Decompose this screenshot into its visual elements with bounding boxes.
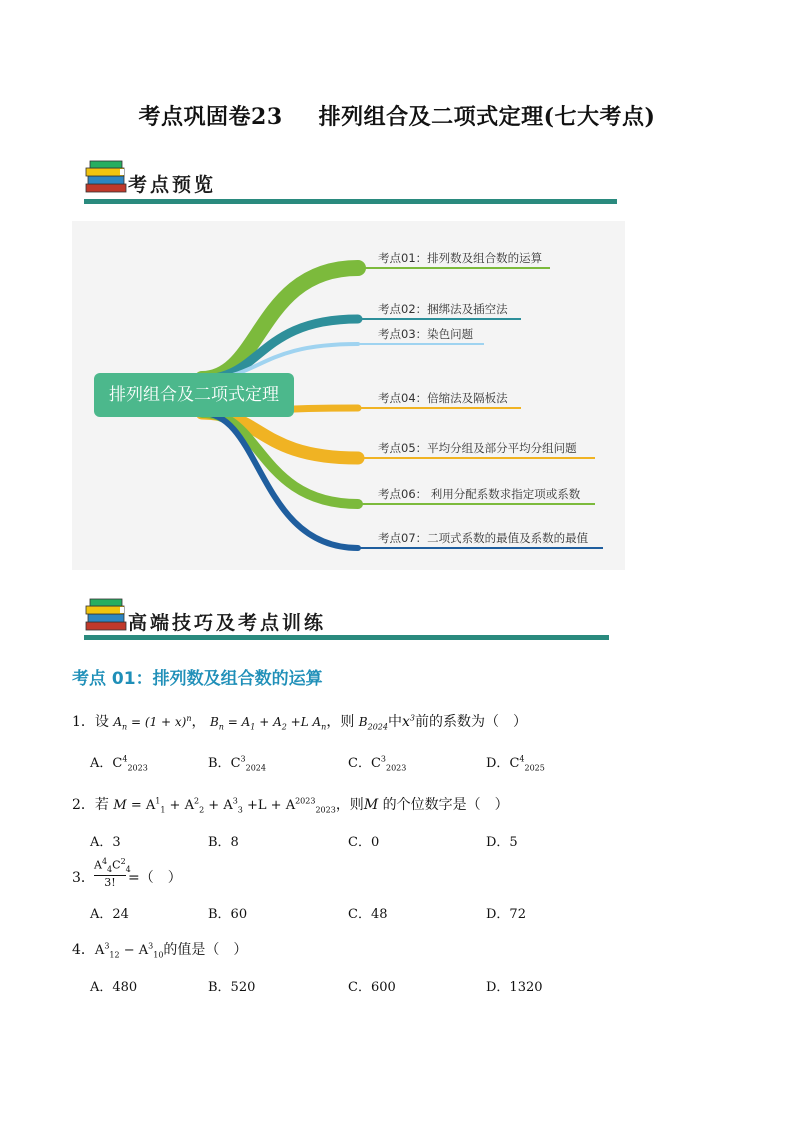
title-right: 排列组合及二项式定理(七大考点) bbox=[318, 104, 656, 130]
option-b[interactable]: B．8 bbox=[208, 835, 239, 850]
question-1: 1．设 $A_n = (1 + x)^n$， $B_n = A_1 + A_2 +L$ $A_n$，则 $B_{2024}$中$x^3$前的系数为（ ） bbox=[72, 713, 527, 732]
mind-map-branch-label: 考点01：排列数及组合数的运算 bbox=[378, 251, 543, 265]
option-b[interactable]: B．520 bbox=[208, 980, 256, 995]
math-expr: $C^3_{2024}$ bbox=[230, 754, 266, 773]
math-expr: M bbox=[363, 797, 379, 813]
mind-map-branch-label: 考点07：二项式系数的最值及系数的最值 bbox=[378, 531, 589, 545]
question-2: 2．若 $M = A^1_1 + A^2_2 + A^3_3 +L + A^{2023}_{2023}$，则M 的个位数字是（ ） bbox=[72, 796, 509, 815]
question-3-number: 3． bbox=[72, 870, 95, 886]
mind-map-branch-label: 考点04：倍缩法及隔板法 bbox=[378, 391, 508, 405]
question-3-text: =（ ） bbox=[128, 870, 182, 886]
mind-map-center: 排列组合及二项式定理 bbox=[94, 373, 294, 417]
page-title bbox=[0, 100, 794, 131]
option-a[interactable]: A．24 bbox=[90, 907, 129, 922]
mind-map-branch-label: 考点06： 利用分配系数求指定项或系数 bbox=[378, 487, 581, 501]
option-d[interactable]: D．72 bbox=[486, 907, 526, 922]
math-expr: $C^3_{2023}$ bbox=[370, 754, 407, 773]
books-icon bbox=[84, 158, 128, 198]
banner-training-bar bbox=[84, 635, 609, 640]
option-c[interactable]: C．48 bbox=[348, 907, 388, 922]
option-c[interactable]: C．$C^3_{2023}$ bbox=[348, 754, 407, 773]
option-b[interactable]: B．$C^3_{2024}$ bbox=[208, 754, 266, 773]
option-d[interactable]: D．$C^4_{2025}$ bbox=[486, 754, 545, 773]
banner-preview-title: 考点预览 bbox=[128, 174, 217, 196]
question-4: 4．$A^3_{12} - A^3_{10}$的值是（ ） bbox=[72, 941, 248, 960]
option-d[interactable]: D．5 bbox=[486, 835, 518, 850]
title-left: 考点巩固卷23 bbox=[138, 104, 283, 130]
section-heading: 考点 01：排列数及组合数的运算 bbox=[72, 669, 323, 689]
math-expr: $A_n = (1 + x)^n$ bbox=[113, 714, 192, 732]
mind-map bbox=[72, 221, 625, 570]
option-b[interactable]: B．60 bbox=[208, 907, 248, 922]
option-a[interactable]: A．480 bbox=[90, 980, 138, 995]
fraction: $A^4_4C^2_4$ 3! bbox=[94, 857, 131, 889]
math-expr: $M = A^1_1 + A^2_2 + A^3_3 +L + A^{2023}_{2023}$ bbox=[113, 796, 336, 815]
mind-map-branch-label: 考点03：染色问题 bbox=[378, 327, 474, 341]
banner-training-title: 高端技巧及考点训练 bbox=[128, 612, 327, 634]
books-icon bbox=[84, 596, 128, 636]
math-expr: $B_n = A_1 + A_2 +L$ $A_n$ bbox=[209, 715, 327, 732]
banner-preview-bar bbox=[84, 199, 617, 204]
math-expr: $C^4_{2023}$ bbox=[112, 754, 148, 773]
mind-map-branch-label: 考点02：捆绑法及插空法 bbox=[378, 302, 508, 316]
option-a[interactable]: A．$C^4_{2023}$ bbox=[90, 754, 148, 773]
option-d[interactable]: D．1320 bbox=[486, 980, 543, 995]
mind-map-branch-label: 考点05：平均分组及部分平均分组问题 bbox=[378, 441, 577, 455]
math-expr: $x^3$ bbox=[401, 713, 415, 730]
option-c[interactable]: C．600 bbox=[348, 980, 396, 995]
math-expr: $A^3_{12} - A^3_{10}$ bbox=[94, 941, 164, 960]
option-a[interactable]: A．3 bbox=[90, 835, 121, 850]
math-expr: $C^4_{2025}$ bbox=[509, 754, 545, 773]
math-expr: $B_{2024}$ bbox=[358, 715, 388, 732]
option-c[interactable]: C．0 bbox=[348, 835, 380, 850]
